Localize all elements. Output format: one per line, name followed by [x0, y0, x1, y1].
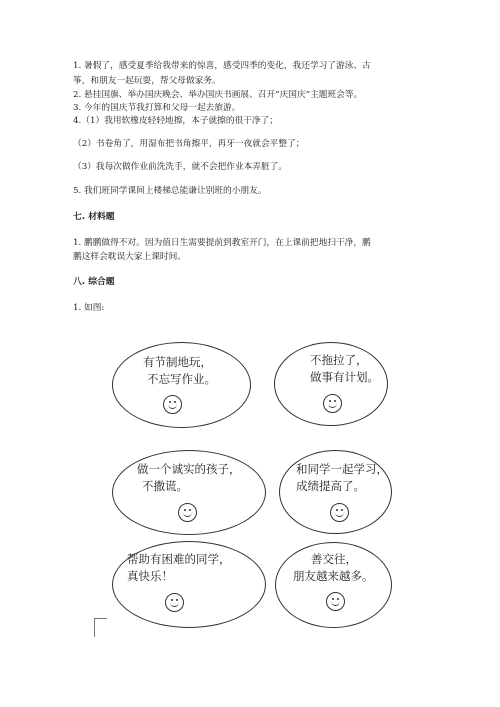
section-8-intro: 1. 如图: [73, 303, 105, 313]
bubble-4-line-1: 和同学一起学习， [296, 462, 388, 476]
answer-line-4-2: （2）书卷角了，用湿布把书角擦平，再牙一夜就会平整了； [73, 139, 305, 149]
answer-line-4-1: 4.（1）我用软橡皮轻轻地擦，本子就擦的很干净了； [73, 116, 278, 126]
bubble-2-line-2: 做事有计划。 [310, 370, 379, 384]
bubble-5-text [127, 551, 231, 585]
bubble-5-line-2: 真快乐！ [127, 569, 173, 583]
answer-line-5: 5. 我们班同学课间上楼梯总能谦让别班的小朋友。 [73, 186, 267, 196]
bubble-3-line-2: 不撒谎。 [142, 479, 188, 493]
answer-line-2: 2. 悬挂国旗、举办国庆晚会、举办国庆书画展、召开“庆国庆”主题班会等。 [73, 90, 363, 100]
bubble-3-text [137, 461, 241, 495]
bubble-4-line-2: 成绩提高了。 [296, 479, 365, 493]
smiley-face-icon [163, 395, 182, 414]
section-7-title: 七. 材料题 [73, 212, 115, 222]
smiley-face-icon [165, 593, 184, 612]
bubble-3-line-1: 做一个诚实的孩子， [137, 462, 241, 476]
section-7-line-2: 鹏这样会耽误大家上课时间。 [73, 252, 186, 262]
smiley-face-icon [323, 394, 342, 413]
section-7-line-1: 1. 鹏鹏做得不对。因为值日生需要提前到教室开门，在上课前把地扫干净，鹏 [73, 238, 371, 248]
bubble-6-text [293, 551, 374, 585]
answer-line-3: 3. 今年的国庆节我打算和父母一起去旅游。 [73, 103, 241, 113]
bubble-4-text [296, 461, 388, 495]
answer-line-1: 1. 暑假了，感受夏季给我带来的惊喜，感受四季的变化，我还学习了游泳、古 [73, 61, 371, 71]
bubble-6-line-1: 善交往， [311, 552, 357, 566]
section-8-title: 八. 综合题 [73, 277, 115, 287]
bubble-1-line-2: 不忘写作业。 [147, 372, 216, 386]
smiley-face-icon [326, 592, 345, 611]
answer-line-4-3: （3）我每次做作业前洗洗手，就不会把作业本弄脏了。 [73, 162, 288, 172]
bubble-6-line-2: 朋友越来越多。 [293, 569, 374, 583]
answer-line-1-cont: 筝，和朋友一起玩耍，帮父母做家务。 [73, 76, 221, 86]
bubble-1-line-1: 有节制地玩， [143, 355, 212, 369]
crop-mark [94, 618, 107, 637]
bubble-2-line-1: 不拖拉了， [310, 353, 368, 367]
bubble-1-text [143, 354, 216, 388]
bubble-2-text [310, 352, 379, 386]
smiley-face-icon [330, 503, 349, 522]
smiley-face-icon [178, 503, 197, 522]
bubble-5-line-1: 帮助有困难的同学， [127, 552, 231, 566]
